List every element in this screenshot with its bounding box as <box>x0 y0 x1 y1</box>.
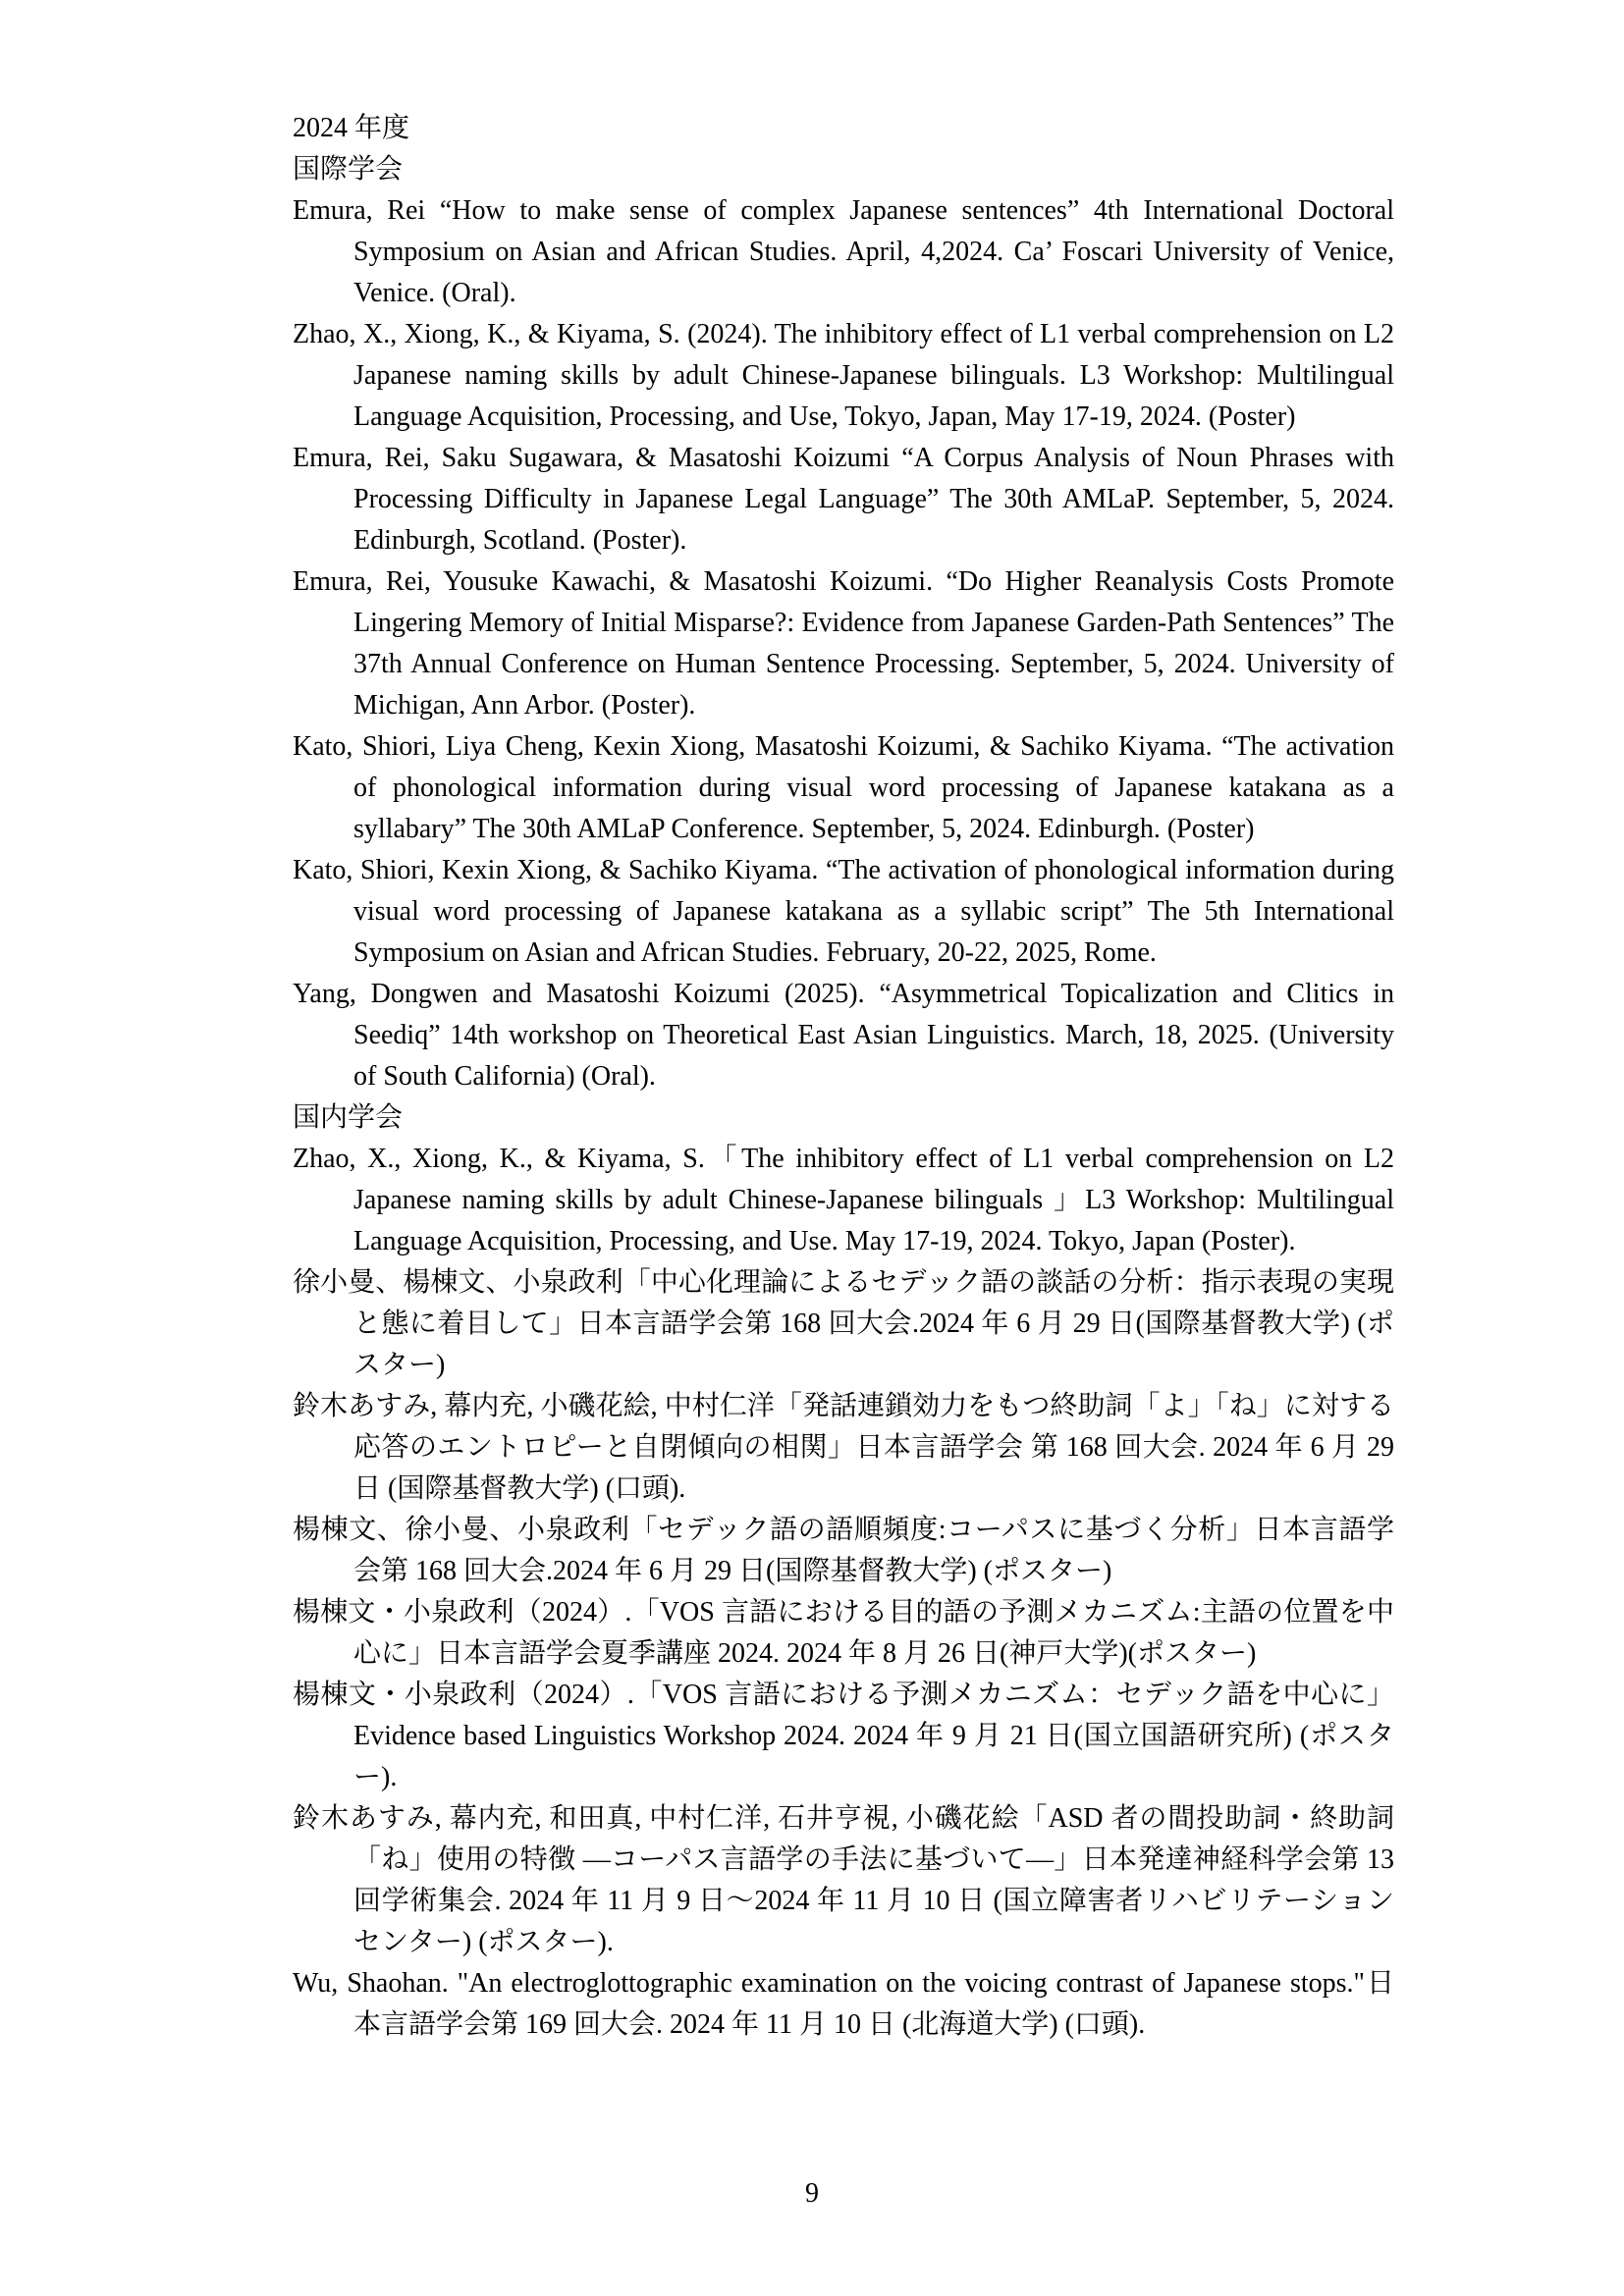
section-heading-domestic: 国内学会 <box>293 1102 404 1133</box>
reference-entry: 楊棟文・小泉政利（2024）.「VOS 言語における予測メカニズム：セデック語を中心に」 Evidence based Linguistics Workshop 2024. 2024 年 9 月 21 日(国立国語研究所) (ポスター). <box>293 1680 1394 1792</box>
reference-entry: Kato, Shiori, Kexin Xiong, & Sachiko Kiyama. “The activation of phonological information during visual word processing of Japanese katakana as a syllabic script” The 5th International Symposium on Asian and African Studies. February, 20-22, 2025, Rome. <box>293 855 1394 968</box>
document-body <box>293 108 1394 2046</box>
section-heading-international: 国際学会 <box>293 154 404 185</box>
reference-entry: Yang, Dongwen and Masatoshi Koizumi (2025). “Asymmetrical Topicalization and Clitics in Seediq” 14th workshop on Theoretical East Asian Linguistics. March, 18, 2025. (University of South California) (Oral). <box>293 979 1394 1092</box>
year-heading: 2024 年度 <box>293 113 410 143</box>
reference-entry: 鈴木あすみ, 幕内充, 小磯花絵, 中村仁洋「発話連鎖効力をもつ終助詞「よ」「ね」に対する応答のエントロピーと自閉傾向の相関」日本言語学会 第 168 回大会. 2024 年 6 月 29 日 (国際基督教大学) (口頭). <box>293 1391 1394 1504</box>
reference-entry: Zhao, X., Xiong, K., & Kiyama, S.「The inhibitory effect of L1 verbal comprehension on L2 Japanese naming skills by adult Chinese-Japanese bilinguals 」L3 Workshop: Multilingual Language Acquisition, Processing, and Use. May 17-19, 2024. Tokyo, Japan (Poster). <box>293 1144 1394 1256</box>
reference-entry: Zhao, X., Xiong, K., & Kiyama, S. (2024). The inhibitory effect of L1 verbal comprehension on L2 Japanese naming skills by adult Chinese-Japanese bilinguals. L3 Workshop: Multilingual Language Acquisition, Processing, and Use, Tokyo, Japan, May 17-19, 2024. (Poster) <box>293 319 1394 432</box>
reference-entry: 徐小曼、楊棟文、小泉政利「中心化理論によるセデック語の談話の分析：指示表現の実現と態に着目して」日本言語学会第 168 回大会.2024 年 6 月 29 日(国際基督教大学) (ポスター) <box>293 1267 1394 1380</box>
reference-entry: Wu, Shaohan. "An electroglottographic examination on the voicing contrast of Japanese stops."日本言語学会第 169 回大会. 2024 年 11 月 10 日 (北海道大学) (口頭). <box>293 1968 1394 2040</box>
reference-entry: Kato, Shiori, Liya Cheng, Kexin Xiong, Masatoshi Koizumi, & Sachiko Kiyama. “The activation of phonological information during visual word processing of Japanese katakana as a syllabary” The 30th AMLaP Conference. September, 5, 2024. Edinburgh. (Poster) <box>293 731 1394 844</box>
reference-entry: 楊棟文、徐小曼、小泉政利「セデック語の語順頻度:コーパスに基づく分析」日本言語学会第 168 回大会.2024 年 6 月 29 日(国際基督教大学) (ポスター) <box>293 1515 1394 1586</box>
reference-entry: Emura, Rei “How to make sense of complex Japanese sentences” 4th International Doctoral Symposium on Asian and African Studies. April, 4,2024. Ca’ Foscari University of Venice, Venice. (Oral). <box>293 195 1394 308</box>
reference-entry: Emura, Rei, Saku Sugawara, & Masatoshi Koizumi “A Corpus Analysis of Noun Phrases with Processing Difficulty in Japanese Legal Language” The 30th AMLaP. September, 5, 2024. Edinburgh, Scotland. (Poster). <box>293 443 1394 556</box>
reference-entry: 鈴木あすみ, 幕内充, 和田真, 中村仁洋, 石井亨視, 小磯花絵「ASD 者の間投助詞・終助詞 「ね」使用の特徴 ―コーパス言語学の手法に基づいて―」日本発達神経科学会第 13 回学術集会. 2024 年 11 月 9 日～2024 年 11 月 10 日 (国立障害者リハビリテーションセンター) (ポスター). <box>293 1803 1394 1957</box>
reference-entry: Emura, Rei, Yousuke Kawachi, & Masatoshi Koizumi. “Do Higher Reanalysis Costs Promote Lingering Memory of Initial Misparse?: Evidence from Japanese Garden-Path Sentences” The 37th Annual Conference on Human Sentence Processing. September, 5, 2024. University of Michigan, Ann Arbor. (Poster). <box>293 566 1394 721</box>
page-number: 9 <box>805 2178 819 2209</box>
reference-entry: 楊棟文・小泉政利（2024）.「VOS 言語における目的語の予測メカニズム:主語の位置を中心に」日本言語学会夏季講座 2024. 2024 年 8 月 26 日(神戸大学)(ポスター) <box>293 1597 1394 1669</box>
